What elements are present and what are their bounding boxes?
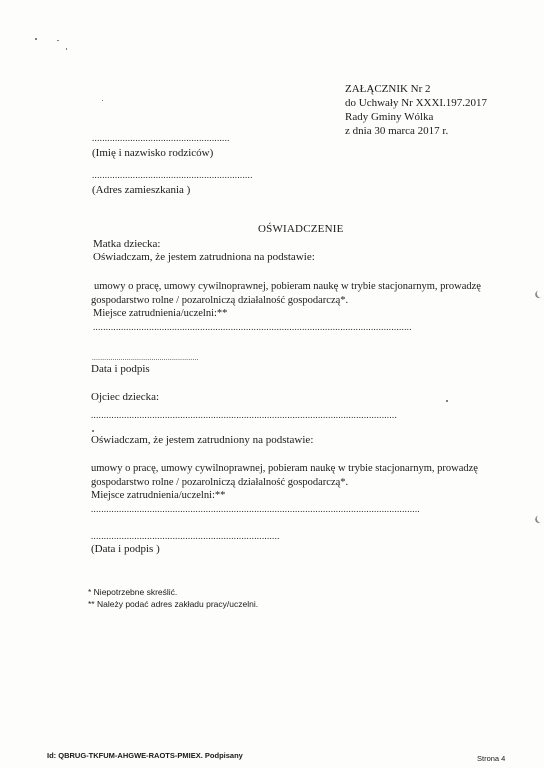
mother-statement: Oświadczam, że jestem zatrudniona na podstawie: <box>93 251 315 263</box>
footnote-2: ** Należy podać adres zakładu pracy/uczelni. <box>88 599 259 609</box>
scan-speck <box>57 40 59 41</box>
father-workplace-dots: ................................................................................................................................. <box>91 504 420 514</box>
footnote-1: * Niepotrzebne skreślić. <box>88 587 178 597</box>
scan-speck <box>92 430 94 432</box>
address-dots: ............................................................... <box>92 170 253 180</box>
father-basis-line1: umowy o pracę, umowy cywilnoprawnej, pobieram naukę w trybie stacjonarnym, prowadzę <box>91 463 478 474</box>
mother-sign-dots: .................................................... <box>92 354 199 362</box>
mother-header: Matka dziecka: <box>93 238 161 250</box>
annex-number: ZAŁĄCZNIK Nr 2 <box>345 83 431 95</box>
annex-date: z dnia 30 marca 2017 r. <box>345 125 449 137</box>
father-workplace-label: Miejsce zatrudnienia/uczelni:** <box>91 490 226 501</box>
father-header-dots: ........................................................................................................................ <box>91 410 397 420</box>
address-label: (Adres zamieszkania ) <box>92 184 191 196</box>
mother-workplace-label: Miejsce zatrudnienia/uczelni:** <box>93 308 228 319</box>
father-basis-line2: gospodarstwo rolne / pozarolniczą działalność gospodarczą*. <box>91 477 349 488</box>
page-number: Strona 4 <box>477 754 506 763</box>
punch-hole-mark <box>534 289 546 300</box>
scan-speck <box>446 400 448 402</box>
document-title: OŚWIADCZENIE <box>258 223 344 235</box>
mother-basis-line2: gospodarstwo rolne / pozarolniczą działalność gospodarczą*. <box>91 295 349 306</box>
parent-name-label: (Imię i nazwisko rodziców) <box>92 147 214 159</box>
mother-workplace-dots: ............................................................................................................................. <box>93 322 412 332</box>
scan-speck <box>102 100 103 101</box>
parent-name-dots: ...................................................... <box>92 133 230 143</box>
annex-council: Rady Gminy Wólka <box>345 111 434 123</box>
father-statement: Oświadczam, że jestem zatrudniony na podstawie: <box>91 434 314 446</box>
father-header: Ojciec dziecka: <box>91 391 160 403</box>
annex-resolution: do Uchwały Nr XXXI.197.2017 <box>345 97 488 109</box>
scan-speck <box>66 48 67 50</box>
scan-speck <box>35 38 37 40</box>
document-id: Id: QBRUG-TKFUM-AHGWE-RAOTS-PMIEX. Podpisany <box>47 751 243 760</box>
mother-basis-line1: umowy o pracę, umowy cywilnoprawnej, pobieram naukę w trybie stacjonarnym, prowadzę <box>94 281 481 292</box>
father-sign-dots: .......................................................................... <box>91 531 280 541</box>
father-sign-label: (Data i podpis ) <box>91 543 160 555</box>
punch-hole-mark <box>534 514 546 525</box>
mother-sign-label: Data i podpis <box>91 363 150 375</box>
annex-header <box>345 82 487 138</box>
